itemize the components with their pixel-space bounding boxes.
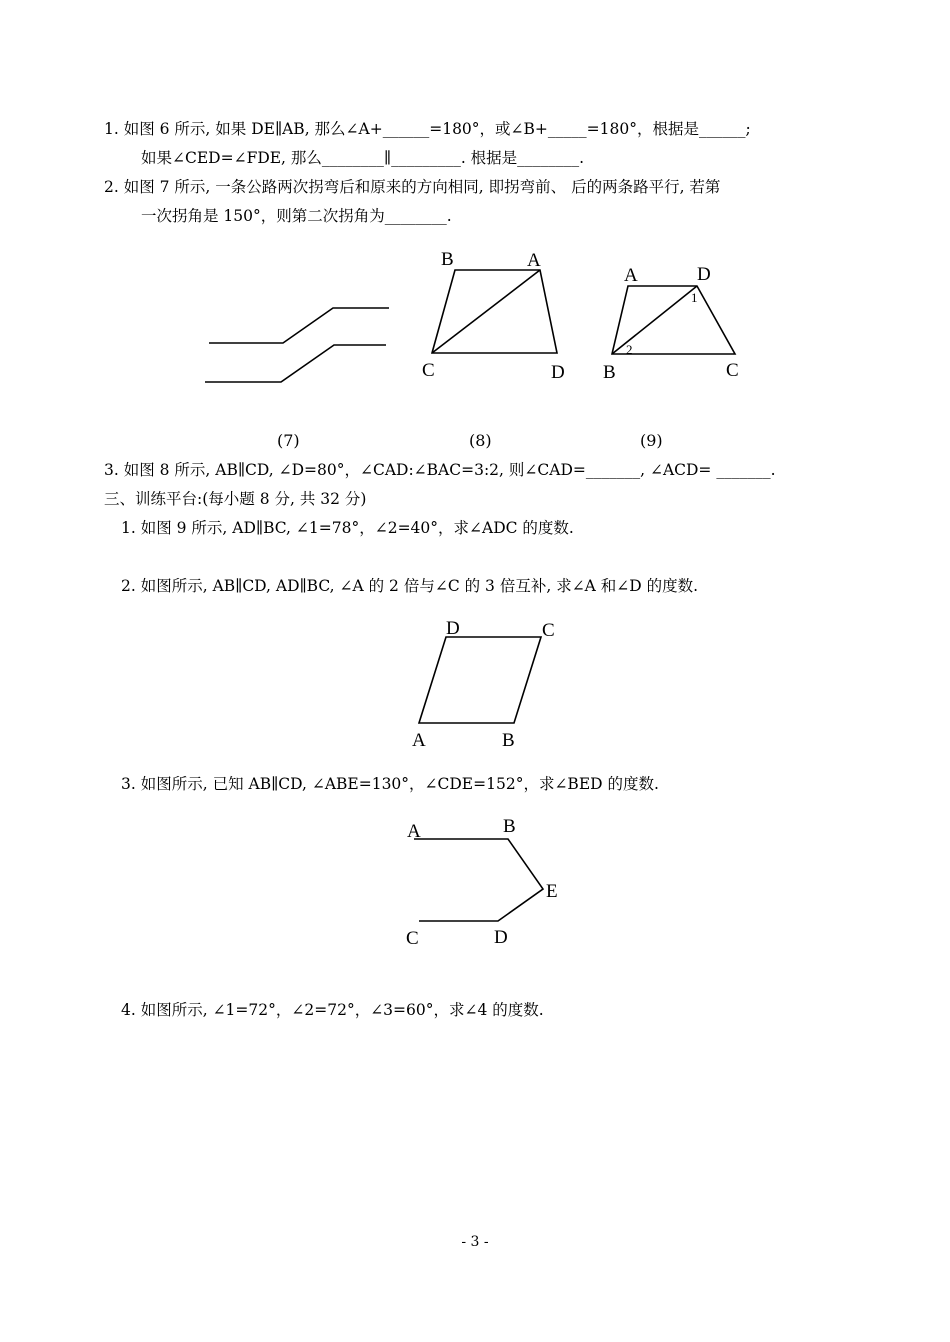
road-upper-edge [209,308,389,343]
abecd-label-a: A [407,821,421,842]
para-label-c: C [542,620,555,641]
para-label-b: B [502,730,515,751]
problem-2: 2. 如图所示, AB∥CD, AD∥BC, ∠A 的 2 倍与∠C 的 3 倍互补, 求∠A 和∠D 的度数. [121,577,699,595]
diagonal-bd [612,286,697,354]
diagonal-ac [432,270,540,353]
fig8-label-c: C [422,360,435,381]
fig7-caption: (7) [277,431,300,450]
fig9-label-b: B [603,362,616,383]
fig9-angle-2: 2 [626,342,633,357]
problem-1: 1. 如图 9 所示, AD∥BC, ∠1=78°，∠2=40°，求∠ADC 的度数. [121,519,574,537]
abecd-label-e: E [546,881,558,902]
q3-line: 3. 如图 8 所示, AB∥CD, ∠D=80°，∠CAD:∠BAC=3:2, 则∠CAD=_______, ∠ACD= _______. [104,461,776,479]
figure-8-trapezoid [432,270,557,353]
page-number: - 3 - [461,1234,489,1250]
fig8-label-b: B [441,249,454,270]
problem-4: 4. 如图所示, ∠1=72°，∠2=72°，∠3=60°，求∠4 的度数. [121,1001,544,1019]
q1-line1: 1. 如图 6 所示, 如果 DE∥AB, 那么∠A+______=180°，或∠B+_____=180°，根据是______; [104,120,751,138]
q2-line1: 2. 如图 7 所示, 一条公路两次拐弯后和原来的方向相同, 即拐弯前、 后的两条路平行, 若第 [104,178,721,196]
fig8-label-a: A [527,250,541,271]
para-label-a: A [412,730,426,751]
para-label-d: D [446,618,460,639]
path-abecd [414,839,543,921]
trapezoid-outline [432,270,557,353]
abecd-label-c: C [406,928,419,949]
fig9-label-d: D [697,264,711,285]
parallelogram-outline [419,637,541,723]
q2-line2: 一次拐角是 150°，则第二次拐角为________. [141,207,452,225]
problem-3: 3. 如图所示, 已知 AB∥CD, ∠ABE=130°，∠CDE=152°，求∠BED 的度数. [121,775,659,793]
abecd-label-d: D [494,927,508,948]
figure-abecd [414,839,543,921]
section3-heading: 三、训练平台:(每小题 8 分, 共 32 分) [104,490,367,508]
abecd-label-b: B [503,816,516,837]
fig8-caption: (8) [469,431,492,450]
fig9-label-c: C [726,360,739,381]
fig8-label-d: D [551,362,565,383]
fig9-caption: (9) [640,431,663,450]
q1-line2: 如果∠CED=∠FDE, 那么________∥_________. 根据是________. [141,149,585,167]
road-lower-edge [205,345,386,382]
fig9-label-a: A [624,265,638,286]
figure-7-road [205,308,389,382]
figure-parallelogram [419,637,541,723]
fig9-angle-1: 1 [691,290,698,305]
